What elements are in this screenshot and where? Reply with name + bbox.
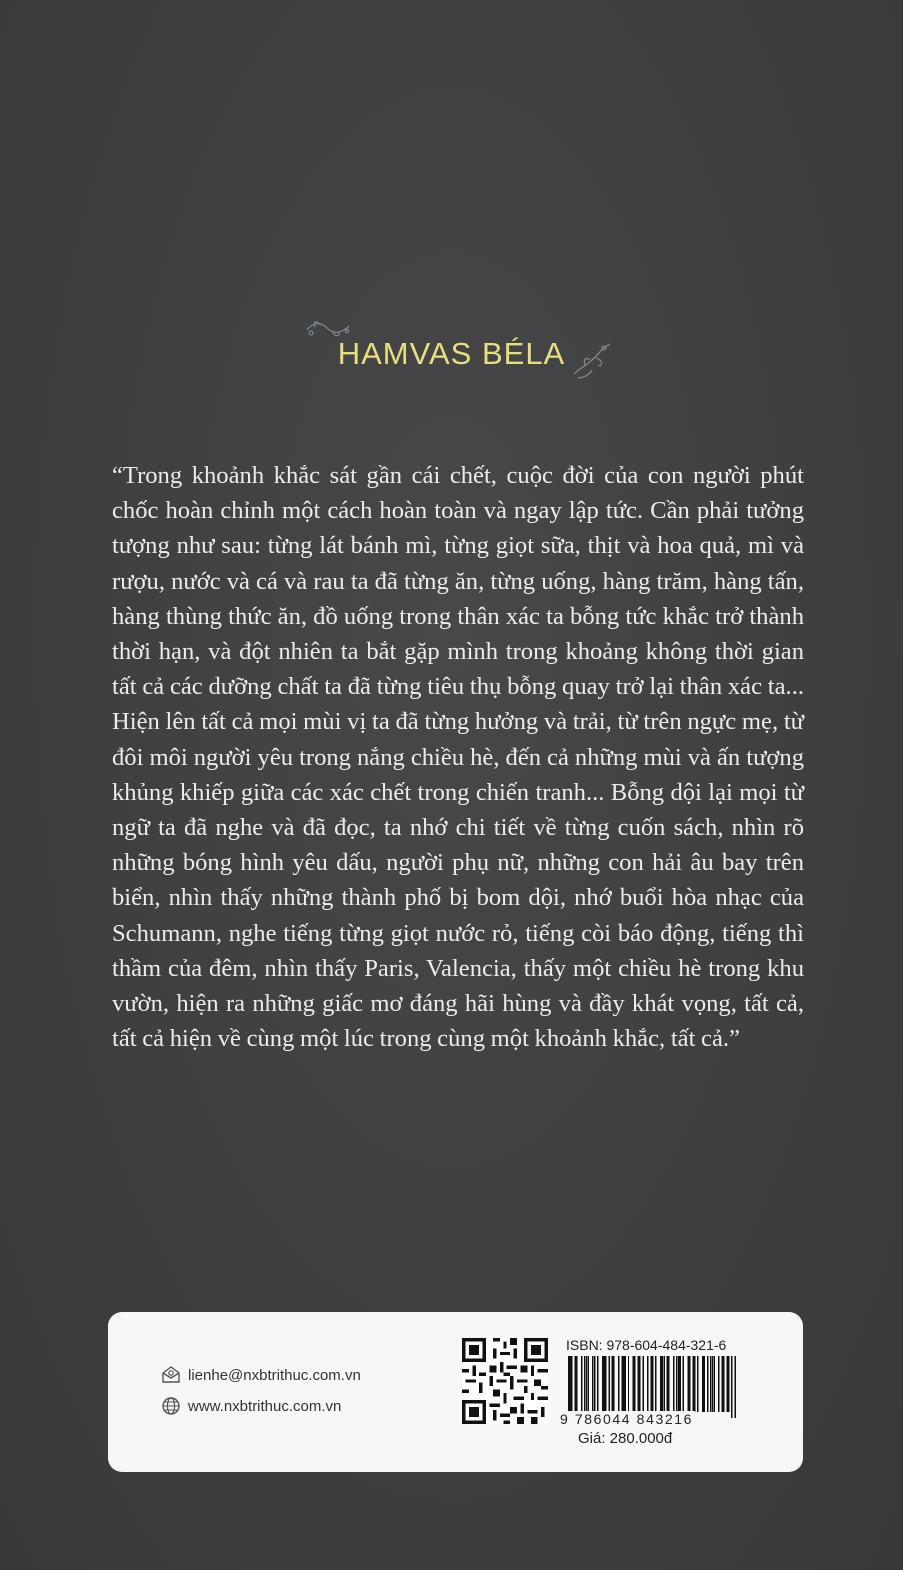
back-cover-quote: “Trong khoảnh khắc sát gần cái chết, cuộc đời của con người phút chốc hoàn chỉnh một cách hoàn toàn và ngay lập tức. Cần phải tưởng tượng như sau: từng lát bánh mì, từng giọt sữa, thịt và hoa quả, mì và rượu, nước và cá và rau ta đã từng ăn, từng uống, hàng trăm, hàng tấn, hàng thùng thức ăn, đồ uống trong thân xác ta bỗng tức khắc trở thành thời hạn, và đột nhiên ta bắt gặp mình trong khoảng không thời gian tất cả các dưỡng chất ta đã từng tiêu thụ bỗng quay trở lại thân xác ta... Hiện lên tất cả mọi mùi vị ta đã từng hưởng và trải, từ trên ngực mẹ, từ đôi môi người yêu trong nắng chiều hè, đến cả những mùi và ấn tượng khủng khiếp giữa các xác chết trong chiến tranh... Bỗng dội lại mọi từ ngữ ta đã nghe và đã đọc, ta nhớ chi tiết về từng cuốn sách, nhìn rõ những bóng hình yêu dấu, người phụ nữ, những con hải âu bay trên biển, nhìn thấy những thành phố bị bom dội, nhớ buổi hòa nhạc của Schumann, nghe tiếng từng giọt nước rỏ, tiếng còi báo động, tiếng thì thầm của đêm, nhìn thấy Paris, Valencia, thấy một chiều hè trong khu vườn, hiện ra những giấc mơ đáng hãi hùng và đầy khát vọng, tất cả, tất cả hiện về cùng một lúc trong cùng một khoảnh khắc, tất cả.” (112, 462, 804, 1053)
author-name: HAMVAS BÉLA (337, 336, 566, 371)
contact-website[interactable]: www.nxbtrithuc.com.vn (188, 1397, 342, 1415)
contact-email-row (161, 1365, 361, 1385)
contact-email[interactable]: lienhe@nxbtrithuc.com.vn (188, 1366, 361, 1384)
isbn-label: ISBN: 978-604-484-321-6 (566, 1337, 727, 1353)
globe-icon (161, 1396, 181, 1416)
author-block (0, 318, 903, 388)
qr-code[interactable] (462, 1338, 548, 1424)
isbn-barcode (568, 1356, 736, 1418)
contact-website-row (161, 1396, 341, 1416)
price-label: Giá: 280.000đ (578, 1430, 673, 1447)
barcode-digits: 9 786044 843216 (560, 1411, 693, 1427)
mail-icon (161, 1365, 181, 1385)
floral-ornament-right-icon (568, 340, 614, 382)
publisher-info-card (108, 1312, 803, 1472)
